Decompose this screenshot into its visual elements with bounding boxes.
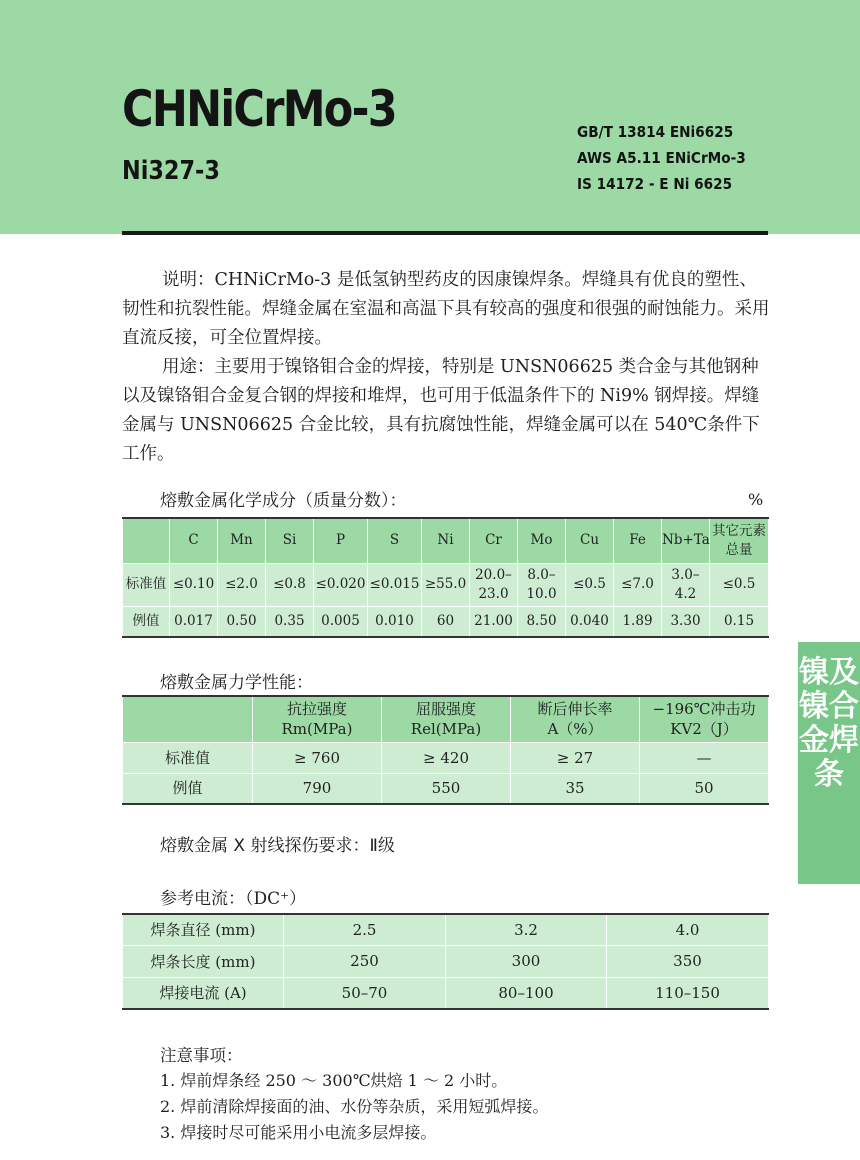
mechanical-header-row xyxy=(123,696,769,742)
table-cell: 3.2 xyxy=(446,914,607,945)
col-header: Cr xyxy=(470,518,518,563)
product-code: Ni327-3 xyxy=(122,156,220,186)
header-unit: KV2（J） xyxy=(670,720,738,739)
row-label: 焊条直径 (mm) xyxy=(123,914,284,945)
chemical-table xyxy=(122,517,769,638)
chemical-title: 熔敷金属化学成分（质量分数）： xyxy=(160,491,407,511)
table-cell: 250 xyxy=(284,945,446,977)
col-header xyxy=(253,696,382,742)
header-unit: Rm(MPa) xyxy=(281,720,353,739)
standard-is: IS 14172 - E Ni 6625 xyxy=(577,175,733,193)
table-cell: ≤0.015 xyxy=(368,563,422,606)
header-name: −196℃冲击功 xyxy=(652,700,756,719)
table-cell: 80–100 xyxy=(446,977,607,1009)
header-band xyxy=(0,0,860,234)
col-header: Nb+Ta xyxy=(662,518,710,563)
standard-aws: AWS A5.11 ENiCrMo-3 xyxy=(577,149,746,167)
table-cell: 3.30 xyxy=(662,606,710,637)
usage-text: 主要用于镍铬钼合金的焊接，特别是 UNSN06625 类合金与其他钢种以及镍铬钼合金复合钢的焊接和堆焊，也可用于低温条件下的 Ni9% 钢焊接。焊缝金属与 UNSN06625 合金比较，具有抗腐蚀性能，焊缝金属可以在 540℃条件下工作。 xyxy=(122,357,760,464)
table-cell: 20.0–23.0 xyxy=(470,563,518,606)
table-cell: 50 xyxy=(640,773,769,804)
product-title: CHNiCrMo-3 xyxy=(122,80,396,138)
table-cell: 50–70 xyxy=(284,977,446,1009)
list-item: 2. 焊前清除焊接面的油、水份等杂质，采用短弧焊接。 xyxy=(160,1097,549,1116)
table-cell: 35 xyxy=(511,773,640,804)
header-name: 屈服强度 xyxy=(415,700,476,719)
header-unit: Rel(MPa) xyxy=(410,720,482,739)
row-label: 标准值 xyxy=(123,742,253,773)
chemical-unit: % xyxy=(748,490,764,509)
list-item: 3. 焊接时尽可能采用小电流多层焊接。 xyxy=(160,1123,437,1142)
table-cell: ≥55.0 xyxy=(422,563,470,606)
list-item: 1. 焊前焊条经 250 ～ 300℃烘焙 1 ～ 2 小时。 xyxy=(160,1071,508,1090)
xray-grade: Ⅱ级 xyxy=(369,836,395,856)
table-cell: 0.15 xyxy=(710,606,769,637)
col-header: Cu xyxy=(566,518,614,563)
table-row xyxy=(123,773,769,804)
table-cell: 3.0–4.2 xyxy=(662,563,710,606)
row-label: 焊条长度 (mm) xyxy=(123,945,284,977)
col-header: Ni xyxy=(422,518,470,563)
table-row xyxy=(123,606,769,637)
corner-cell xyxy=(123,696,253,742)
standards-list xyxy=(577,119,769,197)
corner-cell xyxy=(123,518,170,563)
xray-requirement xyxy=(160,835,395,857)
current-table xyxy=(122,913,769,1010)
table-cell: ≤7.0 xyxy=(614,563,662,606)
header-unit: A（%） xyxy=(547,720,603,739)
col-header: Mn xyxy=(218,518,266,563)
table-cell: ≤0.5 xyxy=(710,563,769,606)
table-cell: 4.0 xyxy=(607,914,769,945)
table-cell: 0.017 xyxy=(170,606,218,637)
table-cell: ≤2.0 xyxy=(218,563,266,606)
table-cell: 1.89 xyxy=(614,606,662,637)
table-row xyxy=(123,563,769,606)
row-label: 标准值 xyxy=(123,563,170,606)
description-text: CHNiCrMo-3 是低氢钠型药皮的因康镍焊条。焊缝具有优良的塑性、韧性和抗裂性能。焊缝金属在室温和高温下具有较高的强度和很强的耐蚀能力。采用直流反接，可全位置焊接。 xyxy=(122,270,770,348)
row-label: 例值 xyxy=(123,606,170,637)
table-cell: 0.35 xyxy=(266,606,314,637)
table-cell: ≤0.020 xyxy=(314,563,368,606)
table-row xyxy=(123,742,769,773)
table-row xyxy=(123,914,769,945)
row-label: 例值 xyxy=(123,773,253,804)
notes-list xyxy=(160,1068,548,1146)
col-header: P xyxy=(314,518,368,563)
col-header: Si xyxy=(266,518,314,563)
chemical-header-row xyxy=(123,518,769,563)
category-side-tab xyxy=(798,642,860,884)
current-polarity: （DC⁺） xyxy=(245,889,307,909)
table-cell: 550 xyxy=(382,773,511,804)
col-header xyxy=(511,696,640,742)
col-header: C xyxy=(170,518,218,563)
table-cell: 790 xyxy=(253,773,382,804)
table-cell: 300 xyxy=(446,945,607,977)
table-cell: 0.005 xyxy=(314,606,368,637)
table-cell: 2.5 xyxy=(284,914,446,945)
table-cell: ≤0.5 xyxy=(566,563,614,606)
header-name: 抗拉强度 xyxy=(286,700,347,719)
xray-text: 熔敷金属 X 射线探伤要求： xyxy=(160,836,370,856)
col-header: S xyxy=(368,518,422,563)
col-header: Fe xyxy=(614,518,662,563)
table-cell: 0.040 xyxy=(566,606,614,637)
table-cell: 21.00 xyxy=(470,606,518,637)
table-cell: 350 xyxy=(607,945,769,977)
col-header: Mo xyxy=(518,518,566,563)
description-label: 说明： xyxy=(162,270,215,290)
table-cell: 8.0–10.0 xyxy=(518,563,566,606)
table-row xyxy=(123,977,769,1009)
mechanical-table xyxy=(122,695,769,805)
col-header xyxy=(382,696,511,742)
table-cell: ≤0.8 xyxy=(266,563,314,606)
category-label: 镍及镍合金焊条 xyxy=(799,655,859,792)
header-name: 断后伸长率 xyxy=(537,700,613,719)
table-cell: — xyxy=(640,742,769,773)
table-cell: 60 xyxy=(422,606,470,637)
standard-gb: GB/T 13814 ENi6625 xyxy=(577,123,734,141)
table-cell: ≥ 420 xyxy=(382,742,511,773)
table-cell: 0.010 xyxy=(368,606,422,637)
table-cell: 8.50 xyxy=(518,606,566,637)
usage-paragraph xyxy=(122,353,772,469)
mechanical-title: 熔敷金属力学性能： xyxy=(160,673,313,693)
header-rule xyxy=(122,231,768,235)
col-header: 其它元素总量 xyxy=(710,518,769,563)
current-title-line xyxy=(160,888,306,910)
table-cell: ≤0.10 xyxy=(170,563,218,606)
table-cell: ≥ 27 xyxy=(511,742,640,773)
usage-label: 用途： xyxy=(162,357,215,377)
notes-title: 注意事项： xyxy=(160,1046,243,1065)
col-header xyxy=(640,696,769,742)
row-label: 焊接电流 (A) xyxy=(123,977,284,1009)
table-row xyxy=(123,945,769,977)
description-paragraph xyxy=(122,266,772,353)
table-cell: ≥ 760 xyxy=(253,742,382,773)
table-cell: 110–150 xyxy=(607,977,769,1009)
table-cell: 0.50 xyxy=(218,606,266,637)
current-title: 参考电流： xyxy=(160,889,245,909)
